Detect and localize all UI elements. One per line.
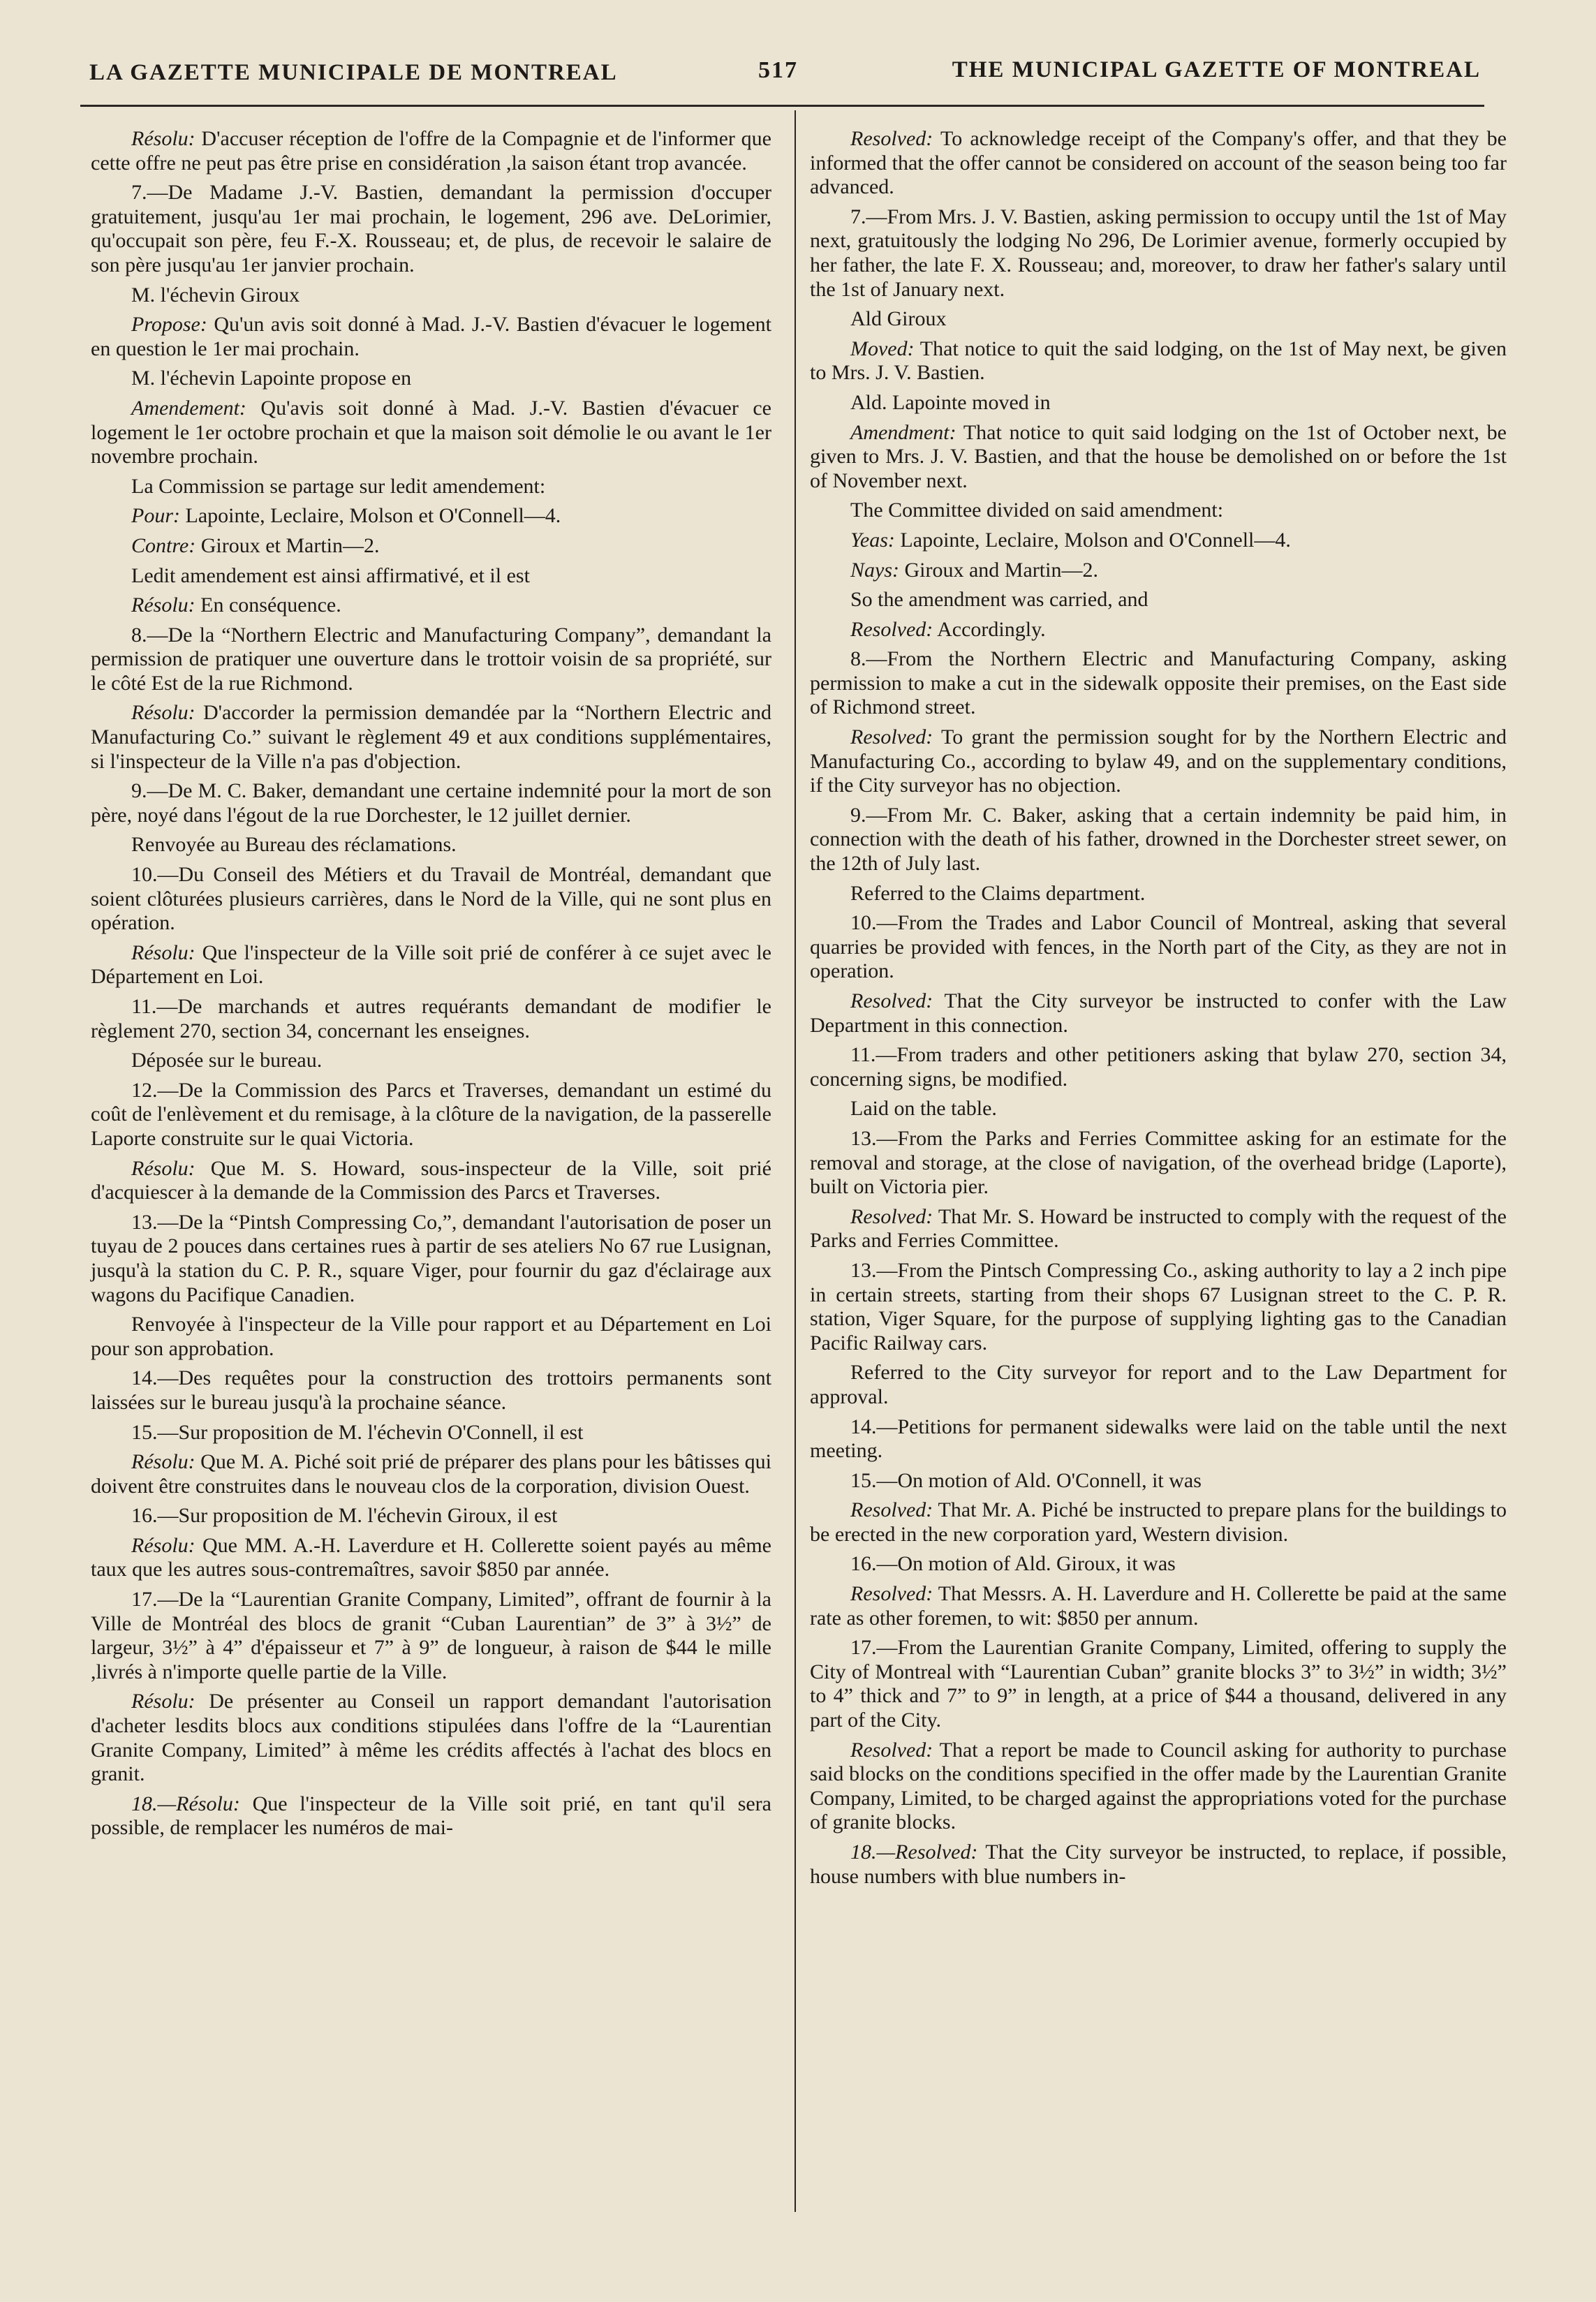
minute-paragraph xyxy=(810,1552,1507,1577)
paragraph-text: That Mr. S. Howard be instructed to comply with the request of the Parks and Ferries Committee. xyxy=(810,1204,1507,1253)
paragraph-lead: Résolu: xyxy=(131,1156,195,1180)
minute-paragraph xyxy=(810,882,1507,906)
paragraph-text: Ledit amendement est ainsi affirmativé, et il est xyxy=(131,563,530,587)
minute-paragraph xyxy=(91,1504,771,1528)
paragraph-text: 14.—Des requêtes pour la construction des trottoirs permanents sont laissées sur le bureau jusqu'à la prochaine séance. xyxy=(91,1366,771,1414)
minute-paragraph xyxy=(91,1450,771,1498)
minute-paragraph xyxy=(810,1739,1507,1835)
paragraph-lead: 18.—Résolu: xyxy=(131,1792,240,1815)
french-column xyxy=(91,127,771,1846)
minute-paragraph xyxy=(810,1469,1507,1493)
minute-paragraph xyxy=(91,397,771,469)
minute-paragraph xyxy=(810,989,1507,1038)
paragraph-lead: Amendment: xyxy=(850,420,956,444)
paragraph-text: Giroux et Martin—2. xyxy=(195,533,380,557)
paragraph-text: 15.—On motion of Ald. O'Connell, it was xyxy=(850,1468,1202,1492)
minute-paragraph xyxy=(810,1361,1507,1409)
paragraph-text: Referred to the City surveyor for report and to the Law Department for approval. xyxy=(810,1361,1507,1408)
minute-paragraph xyxy=(810,1097,1507,1121)
minute-paragraph xyxy=(91,1079,771,1151)
paragraph-lead: 18.—Resolved: xyxy=(850,1840,978,1864)
minute-paragraph xyxy=(91,701,771,774)
paragraph-text: 8.—De la “Northern Electric and Manufacturing Company”, demandant la permission de pratiquer une ouverture dans le trottoir voisin de sa propriété, sur le côté Est de la rue Richmond. xyxy=(91,623,771,695)
paragraph-text: The Committee divided on said amendment: xyxy=(850,499,1224,522)
minute-paragraph xyxy=(91,313,771,361)
minute-paragraph xyxy=(810,588,1507,612)
column-divider xyxy=(795,110,796,2212)
minute-paragraph xyxy=(91,1421,771,1445)
minute-paragraph xyxy=(810,647,1507,720)
paragraph-lead: Amendement: xyxy=(131,396,246,420)
paragraph-text: Ald. Lapointe moved in xyxy=(850,390,1051,414)
paragraph-text: 13.—From the Pintsch Compressing Co., asking authority to lay a 2 inch pipe in certain streets, starting from their shops 67 Lusignan street to the C. P. R. station, Viger Square, for the purpose of supplying lighting gas to the Canadian Pacific Railway cars. xyxy=(810,1258,1507,1355)
paragraph-lead: Résolu: xyxy=(131,1533,195,1557)
paragraph-lead: Moved: xyxy=(850,337,915,360)
paragraph-text: Lapointe, Leclaire, Molson and O'Connell—4. xyxy=(894,528,1291,552)
minute-paragraph xyxy=(810,529,1507,553)
minute-paragraph xyxy=(91,181,771,277)
minute-paragraph xyxy=(810,1259,1507,1355)
paragraph-text: 11.—De marchands et autres requérants demandant de modifier le règlement 270, section 34, concernant les enseignes. xyxy=(91,995,771,1042)
minute-paragraph xyxy=(91,283,771,308)
paragraph-lead: Résolu: xyxy=(131,1450,195,1474)
paragraph-text: That notice to quit the said lodging, on the 1st of May next, be given to Mrs. J. V. Bastien. xyxy=(810,337,1507,385)
minute-paragraph xyxy=(810,1043,1507,1091)
minute-paragraph xyxy=(91,534,771,559)
minute-paragraph xyxy=(810,1415,1507,1463)
minute-paragraph xyxy=(91,593,771,618)
paragraph-text: 14.—Petitions for permanent sidewalks were laid on the table until the next meeting. xyxy=(810,1415,1507,1463)
paragraph-lead: Resolved: xyxy=(850,1498,933,1522)
minute-paragraph xyxy=(91,1366,771,1415)
minute-paragraph xyxy=(810,559,1507,583)
paragraph-text: Que l'inspecteur de la Ville soit prié de conférer à ce sujet avec le Département en Loi. xyxy=(91,940,771,989)
paragraph-text: That notice to quit said lodging on the 1st of October next, be given to Mrs. J. V. Bastien, and that the house be demolished on or before the 1st of November next. xyxy=(810,420,1507,492)
minute-paragraph xyxy=(91,1792,771,1840)
minute-paragraph xyxy=(810,1582,1507,1630)
minute-paragraph xyxy=(91,1690,771,1786)
minute-paragraph xyxy=(91,779,771,827)
paragraph-text: That the City surveyor be instructed, to replace, if possible, house numbers with blue numbers in- xyxy=(810,1840,1507,1888)
minute-paragraph xyxy=(91,1049,771,1073)
paragraph-text: That Mr. A. Piché be instructed to prepare plans for the buildings to be erected in the new corporation yard, Western division. xyxy=(810,1498,1507,1546)
paragraph-lead: Contre: xyxy=(131,533,196,557)
paragraph-lead: Propose: xyxy=(131,313,207,337)
paragraph-text: 8.—From the Northern Electric and Manufacturing Company, asking permission to make a cut in the sidewalk opposite their premises, on the East side of Richmond street. xyxy=(810,647,1507,719)
english-masthead: THE MUNICIPAL GAZETTE OF MONTREAL xyxy=(952,57,1481,82)
paragraph-lead: Resolved: xyxy=(850,617,933,641)
paragraph-text: Giroux and Martin—2. xyxy=(899,558,1098,582)
paragraph-text: 16.—On motion of Ald. Giroux, it was xyxy=(850,1552,1176,1576)
english-column xyxy=(810,127,1507,1894)
paragraph-lead: Résolu: xyxy=(131,940,195,964)
paragraph-text: Referred to the Claims department. xyxy=(850,881,1146,905)
minute-paragraph xyxy=(91,367,771,391)
paragraph-text: 13.—De la “Pintsh Compressing Co,”, demandant l'autorisation de poser un tuyau de 2 pouces dans certaines rues à partir de ses ateliers No 67 rue Lusignan, jusqu'à la station du C. P. R., square Viger, pour fournir du gaz d'éclairage aux wagons du Pacifique Canadien. xyxy=(91,1210,771,1306)
paragraph-text: 13.—From the Parks and Ferries Committee asking for an estimate for the removal and storage, at the close of navigation, of the overhead bridge (Laporte), built on Victoria pier. xyxy=(810,1126,1507,1199)
paragraph-text: Accordingly. xyxy=(933,617,1046,641)
paragraph-text: Lapointe, Leclaire, Molson et O'Connell—4. xyxy=(180,504,561,528)
paragraph-lead: Resolved: xyxy=(850,1582,933,1606)
paragraph-lead: Yeas: xyxy=(850,528,895,552)
minute-paragraph xyxy=(810,1636,1507,1732)
paragraph-text: 12.—De la Commission des Parcs et Traverses, demandant un estimé du coût de l'enlèvement et du remisage, à la clôture de la navigation, de la passerelle Laporte construite sur le quai Victoria. xyxy=(91,1078,771,1150)
paragraph-text: 17.—From the Laurentian Granite Company, Limited, offering to supply the City of Montreal with “Laurentian Cuban” granite blocks 3” to 3½” in width; 3½” to 4” thick and 7” to 9” in length, at a price of $44 a thousand, delivered in any part of the City. xyxy=(810,1636,1507,1732)
paragraph-text: 17.—De la “Laurentian Granite Company, Limited”, offrant de fournir à la Ville de Montréal des blocs de granit “Cuban Laurentian” de 3” à 3½” de largeur, 3½” à 4” d'épaisseur et 7” à 9” de longueur, à raison de $44 le mille ,livrés à n'importe quelle partie de la Ville. xyxy=(91,1588,771,1683)
minute-paragraph xyxy=(91,1211,771,1307)
paragraph-text: 10.—Du Conseil des Métiers et du Travail de Montréal, demandant que soient clôturées plusieurs carrières, dans le Nord de la Ville, qui ne sont plus en opération. xyxy=(91,863,771,935)
paragraph-text: Qu'un avis soit donné à Mad. J.-V. Bastien d'évacuer le logement en question le 1er mai prochain. xyxy=(91,313,771,360)
paragraph-lead: Résolu: xyxy=(131,701,195,725)
paragraph-text: To grant the permission sought for by the Northern Electric and Manufacturing Co., according to bylaw 49, and on the supplementary conditions, if the City surveyor has no objection. xyxy=(810,725,1507,797)
minute-paragraph xyxy=(810,499,1507,523)
minute-paragraph xyxy=(91,564,771,589)
paragraph-text: D'accorder la permission demandée par la “Northern Electric and Manufacturing Co.” suivant le règlement 49 et aux conditions supplémentaires, si l'inspecteur de la Ville n'a pas d'objection. xyxy=(91,701,771,773)
paragraph-text: Que M. S. Howard, sous-inspecteur de la Ville, soit prié d'acquiescer à la demande de la Commission des Parcs et Traverses. xyxy=(91,1156,771,1204)
minute-paragraph xyxy=(91,1313,771,1361)
minute-paragraph xyxy=(91,995,771,1043)
paragraph-lead: Résolu: xyxy=(131,1690,195,1713)
paragraph-text: Laid on the table. xyxy=(850,1097,997,1121)
paragraph-text: 15.—Sur proposition de M. l'échevin O'Connell, il est xyxy=(131,1420,584,1444)
header-rule xyxy=(80,105,1484,107)
minute-paragraph xyxy=(810,1205,1507,1253)
paragraph-lead: Nays: xyxy=(850,558,899,582)
paragraph-lead: Résolu: xyxy=(131,593,195,617)
paragraph-text: Renvoyée à l'inspecteur de la Ville pour rapport et au Département en Loi pour son approbation. xyxy=(91,1313,771,1360)
page-number: 517 xyxy=(758,57,798,83)
minute-paragraph xyxy=(91,1588,771,1684)
paragraph-text: Que l'inspecteur de la Ville soit prié, en tant qu'il sera possible, de remplacer les numéros de mai- xyxy=(91,1792,771,1840)
minute-paragraph xyxy=(91,863,771,936)
minute-paragraph xyxy=(810,205,1507,302)
minute-paragraph xyxy=(810,337,1507,385)
page-header xyxy=(89,54,1481,89)
paragraph-text: To acknowledge receipt of the Company's offer, and that they be informed that the offer cannot be considered on account of the season being too far advanced. xyxy=(810,127,1507,199)
paragraph-text: Que M. A. Piché soit prié de préparer des plans pour les bâtisses qui doivent être construites dans le nouveau clos de la corporation, division Ouest. xyxy=(91,1450,771,1498)
paragraph-text: Que MM. A.-H. Laverdure et H. Collerette soient payés au même taux que les autres sous-contremaîtres, savoir $850 par année. xyxy=(91,1533,771,1581)
french-masthead: LA GAZETTE MUNICIPALE DE MONTREAL xyxy=(89,60,618,85)
paragraph-text: De présenter au Conseil un rapport demandant l'autorisation d'acheter lesdits blocs aux conditions stipulées dans l'offre de la “Laurentian Granite Company, Limited” à même les crédits affectés à l'achat des blocs en granit. xyxy=(91,1690,771,1786)
minute-paragraph xyxy=(91,833,771,857)
paragraph-text: Qu'avis soit donné à Mad. J.-V. Bastien d'évacuer ce logement le 1er octobre prochain et que la maison soit démolie le ou avant le 1er novembre prochain. xyxy=(91,396,771,468)
minute-paragraph xyxy=(810,1498,1507,1547)
minute-paragraph xyxy=(91,475,771,499)
minute-paragraph xyxy=(810,421,1507,494)
minute-paragraph xyxy=(91,504,771,529)
paragraph-text: 10.—From the Trades and Labor Council of Montreal, asking that several quarries be provided with fences, in the North part of the City, as they are not in operation. xyxy=(810,911,1507,983)
paragraph-text: 7.—From Mrs. J. V. Bastien, asking permission to occupy until the 1st of May next, gratuitously the lodging No 296, De Lorimier avenue, formerly occupied by her father, the late F. X. Rousseau; and, moreover, to draw her father's salary until the 1st of January next. xyxy=(810,205,1507,301)
paragraph-lead: Pour: xyxy=(131,504,180,528)
paragraph-text: D'accuser réception de l'offre de la Compagnie et de l'informer que cette offre ne peut pas être prise en considération ,la saison étant trop avancée. xyxy=(91,127,771,175)
minute-paragraph xyxy=(91,127,771,175)
paragraph-lead: Resolved: xyxy=(850,1204,933,1228)
paragraph-text: 16.—Sur proposition de M. l'échevin Giroux, il est xyxy=(131,1504,558,1528)
paragraph-text: Renvoyée au Bureau des réclamations. xyxy=(131,833,457,857)
paragraph-text: That a report be made to Council asking for authority to purchase said blocks on the conditions specified in the offer made by the Laurentian Granite Company, Limited, to be charged against the appropriations voted for the purchase of granite blocks. xyxy=(810,1738,1507,1834)
paragraph-text: That the City surveyor be instructed to confer with the Law Department in this connection. xyxy=(810,989,1507,1037)
paragraph-text: 11.—From traders and other petitioners asking that bylaw 270, section 34, concerning signs, be modified. xyxy=(810,1043,1507,1091)
paragraph-text: La Commission se partage sur ledit amendement: xyxy=(131,474,546,498)
minute-paragraph xyxy=(810,391,1507,415)
paragraph-text: 9.—From Mr. C. Baker, asking that a certain indemnity be paid him, in connection with the death of his father, drowned in the Dorchester street sewer, on the 12th of July last. xyxy=(810,803,1507,876)
paragraph-lead: Resolved: xyxy=(850,989,933,1012)
paragraph-text: Ald Giroux xyxy=(850,307,947,331)
minute-paragraph xyxy=(810,618,1507,642)
paragraph-text: That Messrs. A. H. Laverdure and H. Collerette be paid at the same rate as other foremen, to wit: $850 per annum. xyxy=(810,1582,1507,1630)
minute-paragraph xyxy=(810,1127,1507,1200)
minute-paragraph xyxy=(91,941,771,989)
paragraph-text: Déposée sur le bureau. xyxy=(131,1049,323,1072)
minute-paragraph xyxy=(810,911,1507,984)
paragraph-text: M. l'échevin Lapointe propose en xyxy=(131,367,412,390)
minute-paragraph xyxy=(91,1157,771,1205)
paragraph-text: En conséquence. xyxy=(195,593,341,617)
minute-paragraph xyxy=(810,725,1507,798)
paragraph-lead: Résolu: xyxy=(131,127,195,150)
minute-paragraph xyxy=(810,127,1507,200)
paragraph-text: M. l'échevin Giroux xyxy=(131,283,300,307)
minute-paragraph xyxy=(91,624,771,696)
paragraph-lead: Resolved: xyxy=(850,1738,933,1762)
paragraph-lead: Resolved: xyxy=(850,127,933,150)
paragraph-text: 7.—De Madame J.-V. Bastien, demandant la permission d'occuper gratuitement, jusqu'au 1er mai prochain, le logement, 296 ave. DeLorimier, qu'occupait son père, feu F.-X. Rousseau; et, de plus, de recevoir le salaire de son père jusqu'au 1er janvier prochain. xyxy=(91,181,771,276)
paragraph-text: 9.—De M. C. Baker, demandant une certaine indemnité pour la mort de son père, noyé dans l'égout de la rue Dorchester, le 12 juillet dernier. xyxy=(91,779,771,827)
minute-paragraph xyxy=(91,1534,771,1582)
minute-paragraph xyxy=(810,804,1507,876)
paragraph-text: So the amendment was carried, and xyxy=(850,588,1148,612)
paragraph-lead: Resolved: xyxy=(850,725,933,749)
minute-paragraph xyxy=(810,1840,1507,1889)
minute-paragraph xyxy=(810,307,1507,332)
